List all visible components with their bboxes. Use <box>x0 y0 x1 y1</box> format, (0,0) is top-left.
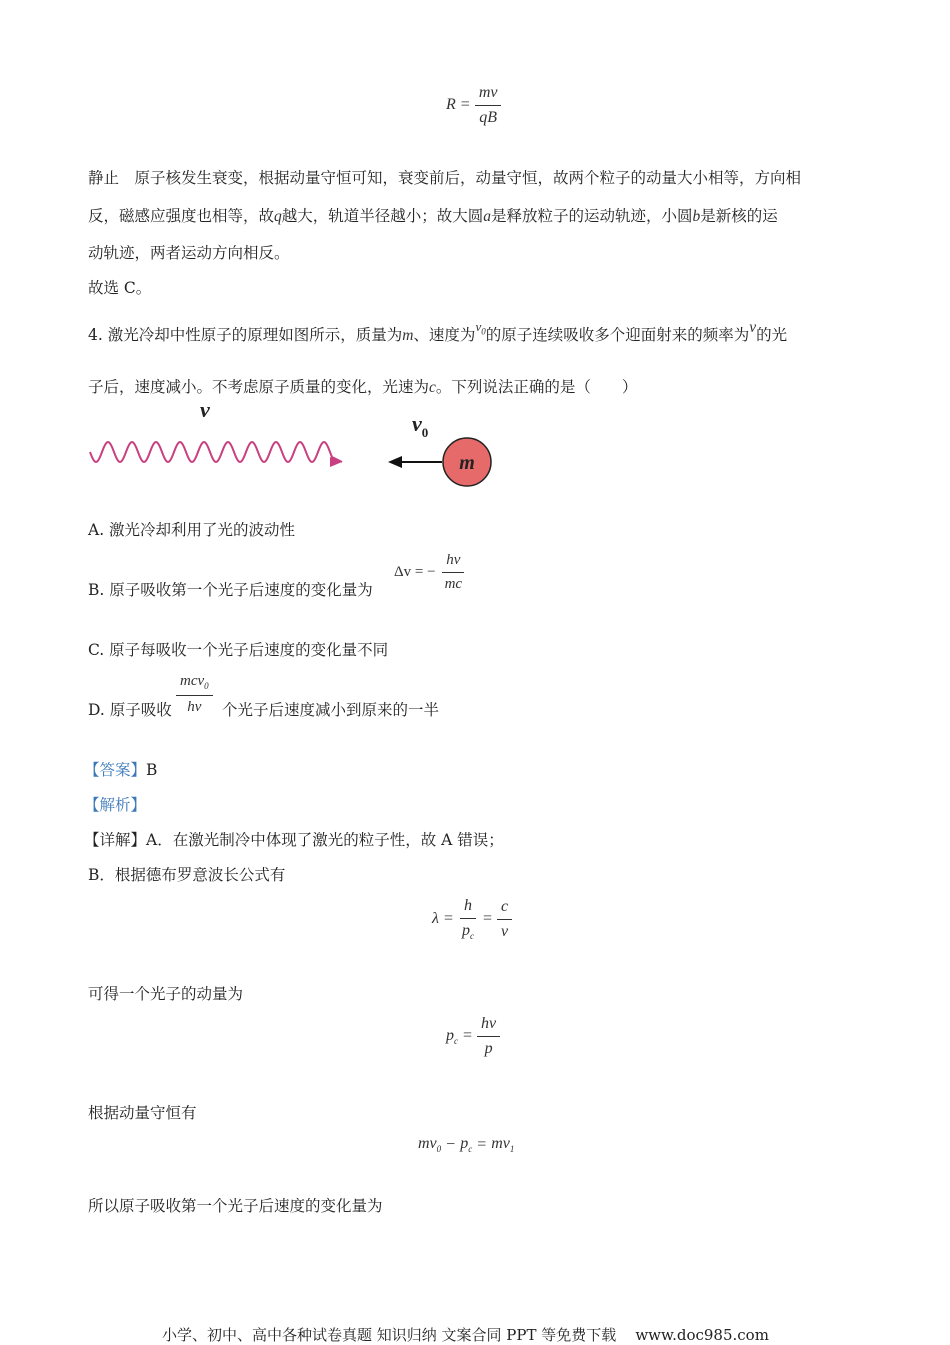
fraction-numerator: mv <box>475 84 502 106</box>
conservation-text: 根据动量守恒有 <box>88 1104 197 1122</box>
formula-lhs: R <box>446 96 456 114</box>
option-b-formula: Δv = − $\frac{h\nu}{mc}$ <box>394 552 466 592</box>
formula-fraction <box>475 84 502 126</box>
previous-explanation-line-2: 反，磁感应强度也相等，故q越大，轨道半径越小；故大圆a是释放粒子的运动轨迹，小圆b是新核的运 <box>88 207 778 225</box>
detail-line-b: B．根据德布罗意波长公式有 <box>88 866 286 884</box>
previous-explanation-line-1: 静止 原子核发生衰变，根据动量守恒可知，衰变前后，动量守恒，故两个粒子的动量大小相等，方向相 <box>88 169 802 187</box>
last-text: 所以原子吸收第一个光子后速度的变化量为 <box>88 1197 383 1215</box>
question-line-1: 4. 激光冷却中性原子的原理如图所示，质量为m、速度为$^{v_0}$的原子连续吸收多个迎面射来的频率为ν的光 <box>88 319 788 344</box>
previous-explanation-line-3: 动轨迹，两者运动方向相反。 <box>88 244 290 262</box>
answer-label: 【答案】 <box>84 761 147 779</box>
v0-symbol: v0 <box>475 319 486 337</box>
question-line-2: 子后，速度减小。不考虑原子质量的变化，光速为c。下列说法正确的是（ ） <box>88 378 638 396</box>
detail-label: 【详解】 <box>84 831 147 849</box>
footer-text: 小学、初中、高中各种试卷真题 知识归纳 文案合同 PPT 等免费下载 <box>162 1326 617 1344</box>
previous-answer: 故选 C。 <box>88 279 152 297</box>
page-footer <box>162 1324 769 1345</box>
formula-radius: R = $\frac{mv}{qB}$ <box>446 84 501 126</box>
option-d-prefix: D. 原子吸收 <box>88 701 172 719</box>
option-d-suffix: 个光子后速度减小到原来的一半 <box>222 701 440 719</box>
momentum-text: 可得一个光子的动量为 <box>88 985 244 1003</box>
photon-wave <box>90 442 342 462</box>
nu-symbol: ν <box>749 319 757 336</box>
formula-de-broglie: λ = $\frac{h}{p_c}$ = $\frac{c}{\nu}$ <box>432 897 512 942</box>
atom-mass-label: m <box>459 452 475 474</box>
answer-value: B <box>146 761 158 779</box>
footer-url[interactable]: www.doc985.com <box>635 1326 769 1344</box>
option-c: C. 原子每吸收一个光子后速度的变化量不同 <box>88 641 389 659</box>
formula-conservation: $mv_0$ − $p_c$ = $mv_1$ <box>418 1135 515 1155</box>
figure-svg <box>80 395 520 495</box>
fraction-denominator: qB <box>479 108 498 126</box>
wave-label: ν <box>200 397 210 422</box>
option-b: B. 原子吸收第一个光子后速度的变化量为 <box>88 581 373 599</box>
answer-line <box>84 758 157 780</box>
formula-photon-momentum: $p_c$ = $\frac{h\nu}{p}$ <box>446 1015 500 1057</box>
laser-cooling-figure <box>80 395 520 495</box>
option-d-formula: $\frac{mcv_0}{h\nu}$ <box>176 673 213 715</box>
velocity-label: $v_0$ <box>412 411 429 440</box>
velocity-arrowhead <box>388 456 402 468</box>
detail-line-a: 【详解】A．在激光制冷中体现了激光的粒子性，故 A 错误； <box>84 831 504 849</box>
option-a: A. 激光冷却利用了光的波动性 <box>88 521 296 539</box>
analysis-label: 【解析】 <box>84 796 147 814</box>
